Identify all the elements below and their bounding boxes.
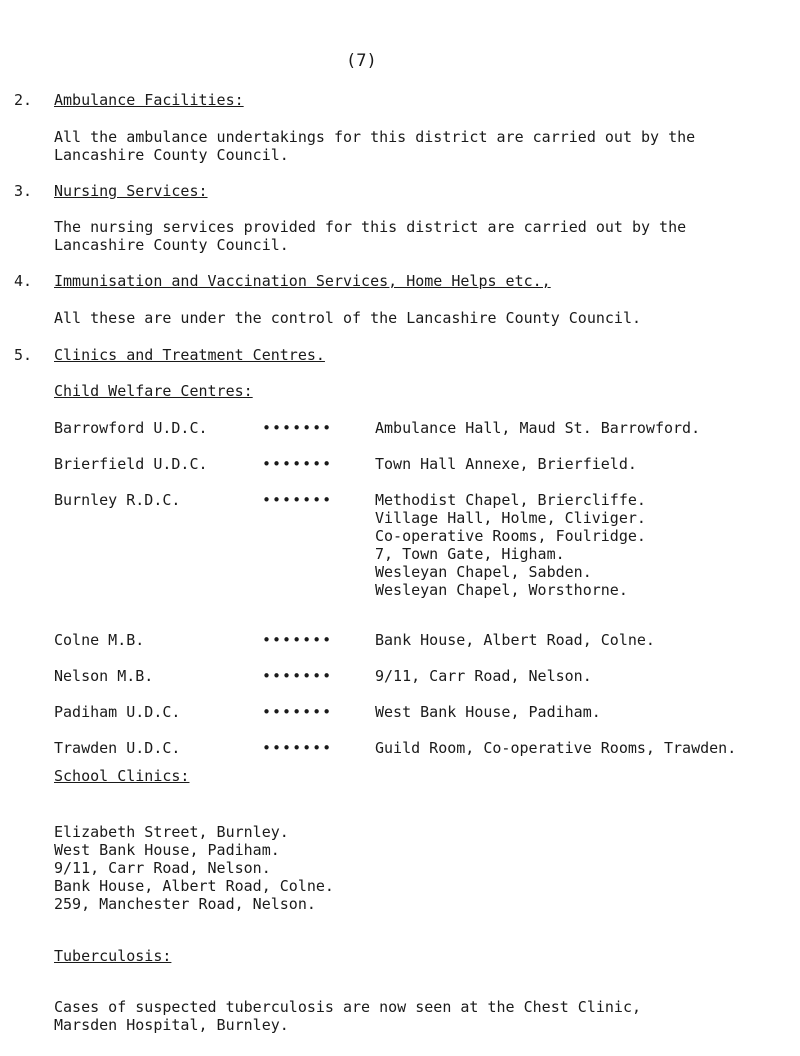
leader-dots: ••••••• <box>262 667 333 685</box>
location-line: 9/11, Carr Road, Nelson. <box>375 667 592 685</box>
district-name: Brierfield U.D.C. <box>54 455 208 473</box>
district-name: Nelson M.B. <box>54 667 154 685</box>
location-line: Village Hall, Holme, Cliviger. <box>375 509 646 527</box>
location-line: Wesleyan Chapel, Sabden. <box>375 563 592 581</box>
location-line: Methodist Chapel, Briercliffe. <box>375 491 646 509</box>
district-name: Padiham U.D.C. <box>54 703 181 721</box>
leader-dots: ••••••• <box>262 455 333 473</box>
location-line: 9/11, Carr Road, Nelson. <box>54 859 271 877</box>
district-name: Barrowford U.D.C. <box>54 419 208 437</box>
section-number: 2. <box>14 91 33 109</box>
school-clinics-heading: School Clinics: <box>54 767 190 785</box>
section-text-line: Lancashire County Council. <box>54 146 289 164</box>
district-name: Trawden U.D.C. <box>54 739 181 757</box>
location-line: 259, Manchester Road, Nelson. <box>54 895 316 913</box>
location-line: West Bank House, Padiham. <box>54 841 280 859</box>
district-name: Colne M.B. <box>54 631 145 649</box>
section-heading-clinics: Clinics and Treatment Centres. <box>54 346 325 364</box>
tuberculosis-heading: Tuberculosis: <box>54 947 172 965</box>
section-number: 3. <box>14 182 33 200</box>
leader-dots: ••••••• <box>262 703 333 721</box>
tuberculosis-text-line: Marsden Hospital, Burnley. <box>54 1016 289 1034</box>
section-text-line: All these are under the control of the Lancashire County Council. <box>54 309 641 327</box>
leader-dots: ••••••• <box>262 419 333 437</box>
section-number: 5. <box>14 346 33 364</box>
location-line: Town Hall Annexe, Brierfield. <box>375 455 637 473</box>
section-number: 4. <box>14 272 33 290</box>
section-text-line: Lancashire County Council. <box>54 236 289 254</box>
section-text-line: The nursing services provided for this district are carried out by the <box>54 218 687 236</box>
district-name: Burnley R.D.C. <box>54 491 181 509</box>
section-heading-immunisation: Immunisation and Vaccination Services, Home Helps etc., <box>54 272 551 290</box>
section-heading-ambulance: Ambulance Facilities: <box>54 91 244 109</box>
child-welfare-heading: Child Welfare Centres: <box>54 382 253 400</box>
location-line: Bank House, Albert Road, Colne. <box>375 631 655 649</box>
tuberculosis-text-line: Cases of suspected tuberculosis are now seen at the Chest Clinic, <box>54 998 641 1016</box>
leader-dots: ••••••• <box>262 631 333 649</box>
location-line: Guild Room, Co-operative Rooms, Trawden. <box>375 739 737 757</box>
location-line: Ambulance Hall, Maud St. Barrowford. <box>375 419 701 437</box>
location-line: Wesleyan Chapel, Worsthorne. <box>375 581 628 599</box>
location-line: Bank House, Albert Road, Colne. <box>54 877 334 895</box>
page-number: (7) <box>346 51 377 71</box>
location-line: Co-operative Rooms, Foulridge. <box>375 527 646 545</box>
location-line: 7, Town Gate, Higham. <box>375 545 565 563</box>
leader-dots: ••••••• <box>262 491 333 509</box>
section-heading-nursing: Nursing Services: <box>54 182 208 200</box>
location-line: West Bank House, Padiham. <box>375 703 601 721</box>
leader-dots: ••••••• <box>262 739 333 757</box>
section-text-line: All the ambulance undertakings for this district are carried out by the <box>54 128 696 146</box>
location-line: Elizabeth Street, Burnley. <box>54 823 289 841</box>
